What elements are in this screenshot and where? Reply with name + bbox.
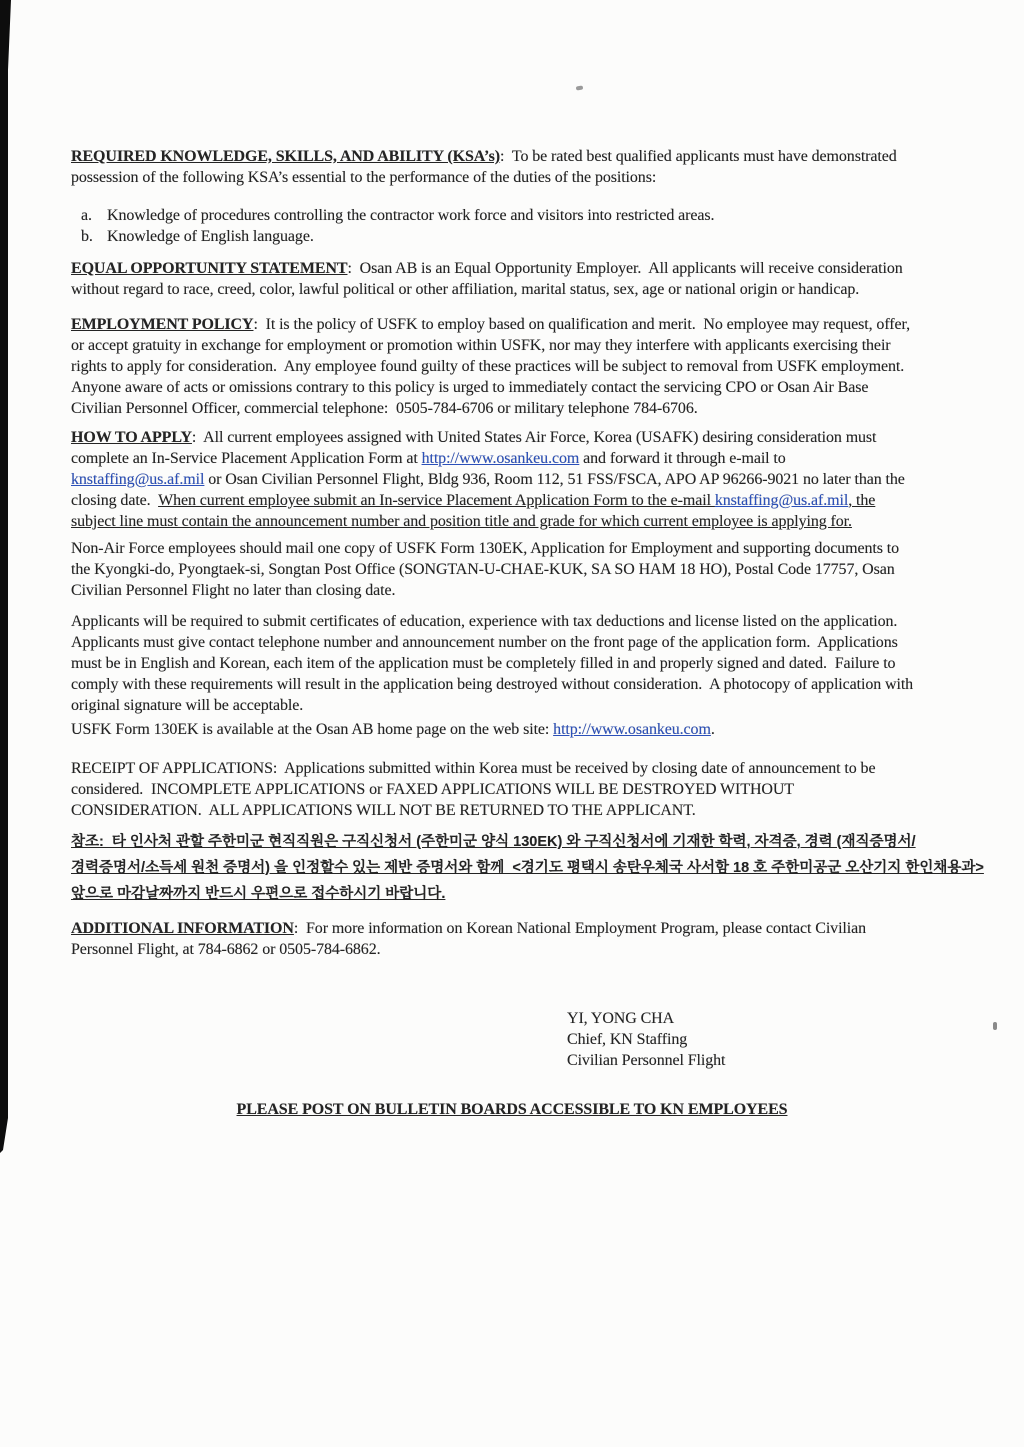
text-line xyxy=(567,1029,725,1050)
text-line xyxy=(71,167,930,188)
text-line xyxy=(0,1099,1024,1120)
text-line xyxy=(71,939,930,960)
hyperlink[interactable]: knstaffing@us.af.mil xyxy=(714,492,849,509)
text-segment: PLEASE POST ON BULLETIN BOARDS ACCESSIBLE TO KN EMPLOYEES xyxy=(236,1101,788,1118)
text-line xyxy=(71,226,930,247)
text-segment: EMPLOYMENT POLICY xyxy=(71,316,254,333)
section-equal-opportunity xyxy=(71,258,930,300)
text-segment: Knowledge of English language. xyxy=(107,228,314,245)
text-line xyxy=(71,448,930,469)
text-line xyxy=(71,829,930,855)
text-segment: original signature will be acceptable. xyxy=(71,697,304,714)
text-line xyxy=(71,314,930,335)
text-segment: ADDITIONAL INFORMATION xyxy=(71,920,294,937)
text-segment: , the xyxy=(848,492,876,509)
text-line xyxy=(71,632,930,653)
section-form-availability xyxy=(71,719,930,740)
section-non-air-force xyxy=(71,538,930,601)
text-segment: must be in English and Korean, each item of the application must be completely filled in and properly signed and dated. Failure to xyxy=(71,655,896,672)
text-segment: rights to apply for consideration. Any employee found guilty of these practices will be subject to removal from USFK employment. xyxy=(71,358,905,375)
scan-edge-artifact xyxy=(0,0,12,1153)
text-segment: Non-Air Force employees should mail one copy of USFK Form 130EK, Application for Employment and supporting documents to xyxy=(71,540,899,557)
text-segment: Knowledge of procedures controlling the contractor work force and visitors into restricted areas. xyxy=(107,207,715,224)
text-segment: or accept gratuity in exchange for employment or promotion within USFK, nor may they interfere with applicants exercising their xyxy=(71,337,891,354)
text-line xyxy=(71,855,984,881)
text-segment: possession of the following KSA’s essential to the performance of the duties of the positions: xyxy=(71,169,657,186)
text-segment: and forward it through e-mail to xyxy=(579,450,786,467)
scan-speck-right xyxy=(993,1022,997,1030)
text-line xyxy=(71,377,930,398)
text-line xyxy=(71,146,930,167)
section-required-ksa xyxy=(71,146,930,188)
signature-block xyxy=(567,1008,725,1071)
text-line xyxy=(71,427,930,448)
text-line xyxy=(567,1050,725,1071)
text-segment: When current employee submit an In-service Placement Application Form to the e-mail xyxy=(158,492,715,509)
text-segment: Chief, KN Staffing xyxy=(567,1031,688,1048)
text-segment: : Osan AB is an Equal Opportunity Employer. All applicants will receive consideration xyxy=(347,260,903,277)
section-application-requirements xyxy=(71,611,930,716)
text-line xyxy=(71,580,930,601)
text-line xyxy=(71,559,930,580)
text-line xyxy=(71,779,930,800)
text-segment: : It is the policy of USFK to employ based on qualification and merit. No employee may request, offer, xyxy=(253,316,910,333)
text-segment: considered. INCOMPLETE APPLICATIONS or FAXED APPLICATIONS WILL BE DESTROYED WITHOUT xyxy=(71,781,794,798)
ksa-list xyxy=(71,205,930,247)
text-segment: HOW TO APPLY xyxy=(71,429,192,446)
section-employment-policy xyxy=(71,314,930,419)
posting-instruction xyxy=(0,1099,1024,1120)
text-line xyxy=(71,653,930,674)
section-korean-notice xyxy=(71,829,984,907)
scan-speck-top xyxy=(576,86,583,91)
text-line xyxy=(71,719,930,740)
text-line xyxy=(71,695,930,716)
text-segment: 참조: 타 인사처 관할 주한미군 현직직원은 구직신청서 (주한미군 양식 130EK) 와 구직신청서에 기재한 학력, 자격증, 경력 (재직증명서/ xyxy=(71,834,916,850)
text-segment: RECEIPT OF APPLICATIONS: Applications submitted within Korea must be received by closing date of announcement to be xyxy=(71,760,876,777)
text-line xyxy=(71,881,930,907)
text-segment: : All current employees assigned with United States Air Force, Korea (USAFK) desiring consideration must xyxy=(191,429,877,446)
text-segment: the Kyongki-do, Pyongtaek-si, Songtan Post Office (SONGTAN-U-CHAE-KUK, SA SO HAM 18 HO), Postal Code 17757, Osan xyxy=(71,561,895,578)
text-line xyxy=(71,800,930,821)
text-line xyxy=(71,674,930,695)
text-segment: Applicants will be required to submit certificates of education, experience with tax deductions and license listed on the application. xyxy=(71,613,898,630)
text-segment: CONSIDERATION. ALL APPLICATIONS WILL NOT BE RETURNED TO THE APPLICANT. xyxy=(71,802,696,819)
text-line xyxy=(71,469,930,490)
text-segment: subject line must contain the announcement number and position title and grade for which current employee is applying for. xyxy=(71,513,852,530)
text-segment: without regard to race, creed, color, lawful political or other affiliation, marital status, sex, age or national origin or handicap. xyxy=(71,281,860,298)
text-line xyxy=(71,538,930,559)
text-segment: Anyone aware of acts or omissions contrary to this policy is urged to immediately contact the servicing CPO or Osan Air Base xyxy=(71,379,869,396)
text-segment: USFK Form 130EK is available at the Osan AB home page on the web site: xyxy=(71,721,554,738)
text-segment: 앞으로 마감날짜까지 반드시 우편으로 접수하시기 바랍니다. xyxy=(71,886,446,902)
section-how-to-apply xyxy=(71,427,930,532)
text-segment: Civilian Personnel Flight xyxy=(567,1052,726,1069)
text-line xyxy=(567,1008,725,1029)
text-segment: . xyxy=(710,721,715,738)
text-segment: EQUAL OPPORTUNITY STATEMENT xyxy=(71,260,348,277)
text-segment: Applicants must give contact telephone number and announcement number on the front page of the application form. Applications xyxy=(71,634,898,651)
text-segment: closing date. xyxy=(71,492,159,509)
text-segment: or Osan Civilian Personnel Flight, Bldg 936, Room 112, 51 FSS/FSCA, APO AP 96266-9021 no later than the xyxy=(204,471,905,488)
hyperlink[interactable]: http://www.osankeu.com xyxy=(421,450,580,467)
section-receipt-of-applications xyxy=(71,758,930,821)
text-segment: comply with these requirements will result in the application being destroyed without consideration. A photocopy of application with xyxy=(71,676,914,693)
text-segment: : For more information on Korean National Employment Program, please contact Civilian xyxy=(293,920,867,937)
text-line xyxy=(71,258,930,279)
text-line xyxy=(71,918,930,939)
text-segment: Civilian Personnel Officer, commercial telephone: 0505-784-6706 or military telephone 784-6706. xyxy=(71,400,698,417)
text-line xyxy=(71,758,930,779)
text-line xyxy=(71,611,930,632)
text-segment: REQUIRED KNOWLEDGE, SKILLS, AND ABILITY (KSA’s) xyxy=(71,148,501,165)
text-line xyxy=(71,205,930,226)
hyperlink[interactable]: knstaffing@us.af.mil xyxy=(71,471,205,488)
text-line xyxy=(71,398,930,419)
text-line xyxy=(71,490,930,511)
text-segment: : To be rated best qualified applicants must have demonstrated xyxy=(500,148,897,165)
text-line xyxy=(71,279,930,300)
text-segment: YI, YONG CHA xyxy=(567,1010,675,1027)
text-segment: Personnel Flight, at 784-6862 or 0505-784-6862. xyxy=(71,941,381,958)
section-additional-information xyxy=(71,918,930,960)
text-line xyxy=(71,356,930,377)
list-marker: a. xyxy=(81,207,92,224)
text-line xyxy=(71,511,930,532)
text-line xyxy=(71,335,930,356)
hyperlink[interactable]: http://www.osankeu.com xyxy=(553,721,711,738)
text-segment: Civilian Personnel Flight no later than closing date. xyxy=(71,582,396,599)
text-segment: 경력증명서/소득세 원천 증명서) 을 인정할수 있는 제반 증명서와 함께 <경기도 평택시 송탄우체국 사서함 18 호 주한미공군 오산기지 한인채용과> xyxy=(71,860,984,876)
text-segment: complete an In-Service Placement Application Form at xyxy=(71,450,422,467)
list-marker: b. xyxy=(81,228,93,245)
